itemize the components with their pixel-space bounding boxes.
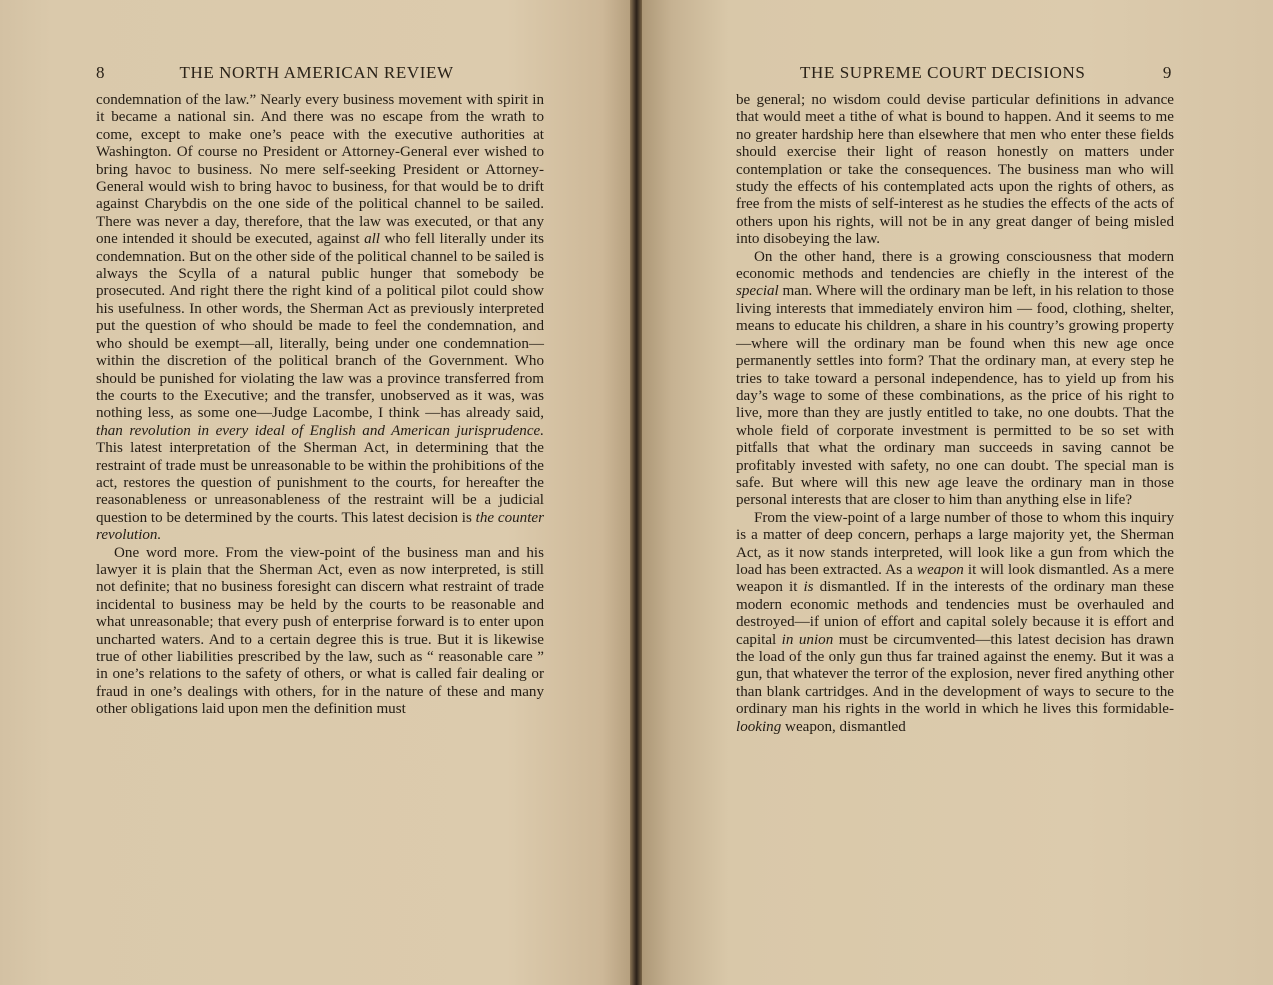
italic-text: weapon [916,561,964,578]
paragraph [736,510,1174,736]
left-running-head: THE NORTH AMERICAN REVIEW [179,63,454,82]
paragraph [736,249,1174,510]
italic-text: is [803,579,814,596]
text-run: condemnation of the law.” Nearly every business movement with spirit in it became a national sin. And there was no escape from the wrath to come, except to make one’s peace with the executive authorities at Washington. Of course no President or Attorney-General ever wished to bring havoc to business. No mere self-seeking President or Attorney-General would wish to bring havoc to business, for that would be to drift against Charybdis on the one side of the political channel to be sailed. There was never a day, therefore, that the law was executed, or that any one intended it should be executed, against [96,92,544,248]
italic-text: in union [781,631,834,648]
text-run: On the other hand, there is a growing consciousness that modern economic methods and tendencies are chiefly in the interest of the [736,248,1174,283]
text-run: must be circumvented—this latest decision has drawn the load of the only gun thus far trained against the enemy. But it was a gun, that whatever the terror of the explosion, never fired anything other than blank cartridges. And in the development of ways to secure to the ordinary man his rights in the world in which he lives this formidable- [736,631,1174,718]
text-run: One word more. From the view-point of the business man and his lawyer it is plain that the Sherman Act, even as now interpreted, is still not definite; that no business foresight can discern what restraint of trade incidental to business may be held by the courts to be reasonable and what unreasonable; that every push of enterprise forward is to enter upon uncharted waters. And to a certain degree this is true. But it is likewise true of other liabilities prescribed by the law, such as “ reasonable care ” in one’s relations to the safety of others, or what is called fair dealing or fraud in one’s dealings with others, for in the nature of these and many other obligations laid upon men the definition must [96,544,544,718]
text-run: be general; no wisdom could devise particular definitions in advance that would meet a tithe of what is bound to happen. And it seems to me no greater hardship here than elsewhere that men who enter these fields should exercise their light of reason honestly on matters under contemplation or take the consequences. The business man who will study the effects of his contemplated acts upon the rights of others, as free from the mists of self-interest as he studies the effects of the acts of others upon his rights, will not be in any great danger of being misled into disobeying the law. [736,92,1174,248]
right-running-head: THE SUPREME COURT DECISIONS [800,63,1086,82]
text-run: who fell literally under its condemnation. But on the other side of the political channel to be sailed is always the Scylla of a natural public hunger that somebody be prosecuted. And right there the right kind of a political pilot could show his usefulness. In other words, the Sherman Act as previously interpreted put the question of who should be made to feel the condemnation, and who should be exempt—all, literally, being under one condemnation—within the discretion of the political branch of the Government. Who should be punished for violating the law was a province transferred from the courts to the Executive; and the transfer, unobserved as it was, was nothing less, as some one—Judge Lacombe, I think —has already said, [96,231,544,422]
text-run: This latest interpretation of the Sherman Act, in determining that the restraint of trade must be unreasonable to be within the prohibitions of the act, restores the question of punishment to the courts, for hereafter the reasonableness or unreasonableness of the restraint will be a judicial question to be determined by the courts. This latest decision is [96,440,544,526]
left-running-header [96,63,536,85]
book-gutter [630,0,642,985]
left-page [0,0,634,985]
text-run: man. Where will the ordinary man be left, in his relation to those living interests that immediately environ him — food, clothing, shelter, means to educate his children, a share in his country’s growing property—where will the ordinary man be found when this new age once permanently settles into form? That the ordinary man, at every step he tries to take toward a personal independence, has to yield up from his day’s wage to some of these combinations, as the price of his right to live, more than they are justly entitled to take, no one doubts. That the whole field of corporate investment is permitted to be so set with pitfalls that what the ordinary man succeeds in saving cannot be profitably invested with safety, no one can doubt. The special man is safe. But where will this new age leave the ordinary man in those personal interests that are closer to him than anything else in life? [736,283,1174,509]
right-running-header [800,63,1172,85]
paragraph [96,545,544,719]
left-page-body [96,92,544,719]
text-run: it will look dismantled. As a mere weapon it [736,561,1174,596]
left-page-number: 8 [96,63,106,82]
right-page [640,0,1273,985]
italic-text: looking [736,718,782,735]
text-run: dismantled. If in the interests of the ordinary man these modern economic methods and tendencies must be overhauled and destroyed—if union of effort and capital solely because it is effort and capital [736,579,1175,648]
text-run: From the view-point of a large number of those to whom this inquiry is a matter of deep concern, perhaps a large majority yet, the Sherman Act, as it now stands interpreted, will look like a gun from which the load has been extracted. As a [736,509,1174,578]
right-page-number: 9 [1162,63,1172,82]
text-run: weapon, dismantled [781,718,906,735]
paragraph [96,92,544,545]
italic-text: all [364,231,380,248]
italic-text: special [736,283,779,300]
right-page-body [736,92,1174,736]
paragraph [736,92,1174,249]
italic-text: the counter revolution. [96,509,544,544]
italic-text: than revolution in every ideal of English and American jurisprudence. [96,422,544,439]
